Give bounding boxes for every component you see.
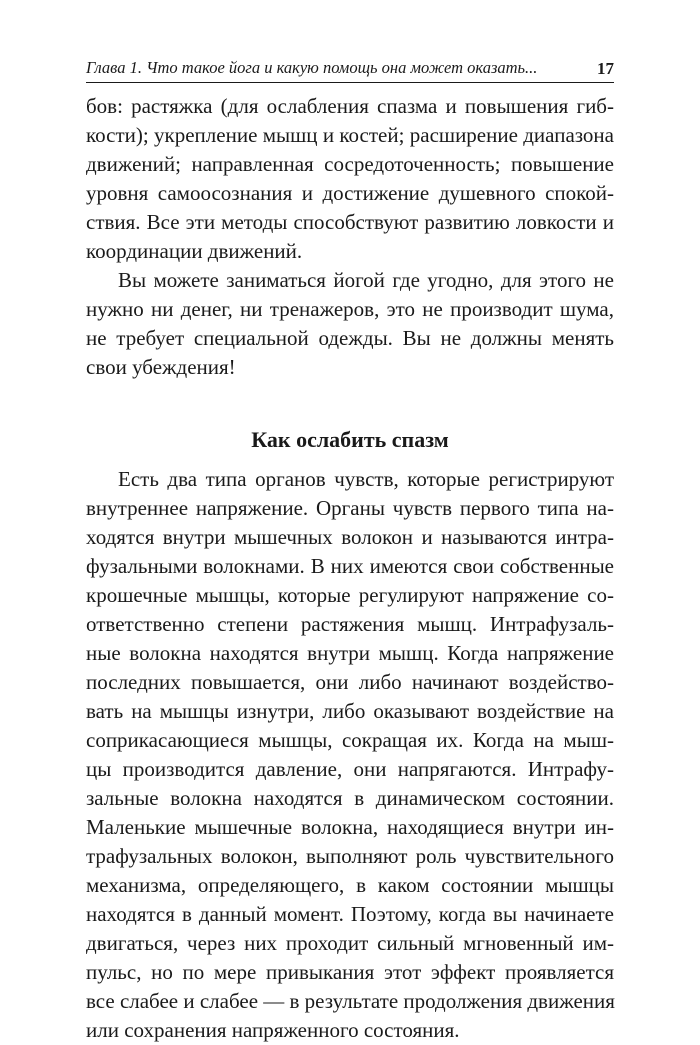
text-line: координации движений. xyxy=(86,239,303,263)
text-line: последних повышается, они либо начинают воздейство- xyxy=(86,670,614,694)
paragraph-sense-organs xyxy=(86,465,614,1045)
running-header xyxy=(86,58,614,83)
text-line: цы производится давление, они напрягаются. Интрафу- xyxy=(86,757,614,781)
text-line: ствия. Все эти методы способствуют развитию ловкости и xyxy=(86,210,614,234)
text-line: бов: растяжка (для ослабления спазма и повышения гиб- xyxy=(86,94,614,118)
text-line: двигаться, через них проходит сильный мгновенный им- xyxy=(86,931,614,955)
text-line: все слабее и слабее — в результате продолжения движения xyxy=(86,989,615,1013)
paragraph-yoga-anywhere xyxy=(86,266,614,382)
text-line: ответственно степени растяжения мышц. Интрафузаль- xyxy=(86,612,614,636)
text-line: движений; направленная сосредоточенность; повышение xyxy=(86,152,614,176)
paragraph-continued xyxy=(86,92,614,266)
text-line: Вы можете заниматься йогой где угодно, для этого не xyxy=(118,268,614,292)
text-line: ные волокна находятся внутри мышц. Когда напряжение xyxy=(86,641,614,665)
text-line: не требует специальной одежды. Вы не должны менять xyxy=(86,326,614,350)
text-line: зальные волокна находятся в динамическом состоянии. xyxy=(86,786,614,810)
text-line: Маленькие мышечные волокна, находящиеся внутри ин- xyxy=(86,815,614,839)
body-text xyxy=(86,92,614,1045)
text-line: внутреннее напряжение. Органы чувств первого типа на- xyxy=(86,496,614,520)
text-line: кости); укрепление мышц и костей; расширение диапазона xyxy=(86,123,614,147)
text-line: ходятся внутри мышечных волокон и называются интра- xyxy=(86,525,614,549)
page-number: 17 xyxy=(597,59,614,78)
text-line: свои убеждения! xyxy=(86,355,236,379)
text-line: механизма, определяющего, в каком состоянии мышцы xyxy=(86,873,614,897)
text-line: уровня самоосознания и достижение душевного спокой- xyxy=(86,181,614,205)
text-line: находятся в данный момент. Поэтому, когда вы начинаете xyxy=(86,902,614,926)
section-heading: Как ослабить спазм xyxy=(251,427,449,452)
text-line: крошечные мышцы, которые регулируют напряжение со- xyxy=(86,583,614,607)
text-line: пульс, но по мере привыкания этот эффект проявляется xyxy=(86,960,614,984)
text-line: вать на мышцы изнутри, либо оказывают воздействие на xyxy=(86,699,614,723)
text-line: соприкасающиеся мышцы, сокращая их. Когда на мыш- xyxy=(86,728,614,752)
text-line: Есть два типа органов чувств, которые регистрируют xyxy=(118,467,614,491)
text-line: фузальными волокнами. В них имеются свои собственные xyxy=(86,554,614,578)
text-line: или сохранения напряженного состояния. xyxy=(86,1018,460,1042)
text-line: нужно ни денег, ни тренажеров, это не производит шума, xyxy=(86,297,614,321)
text-line: трафузальных волокон, выполняют роль чувствительного xyxy=(86,844,614,868)
running-title: Глава 1. Что такое йога и какую помощь она может оказать... xyxy=(86,58,538,77)
